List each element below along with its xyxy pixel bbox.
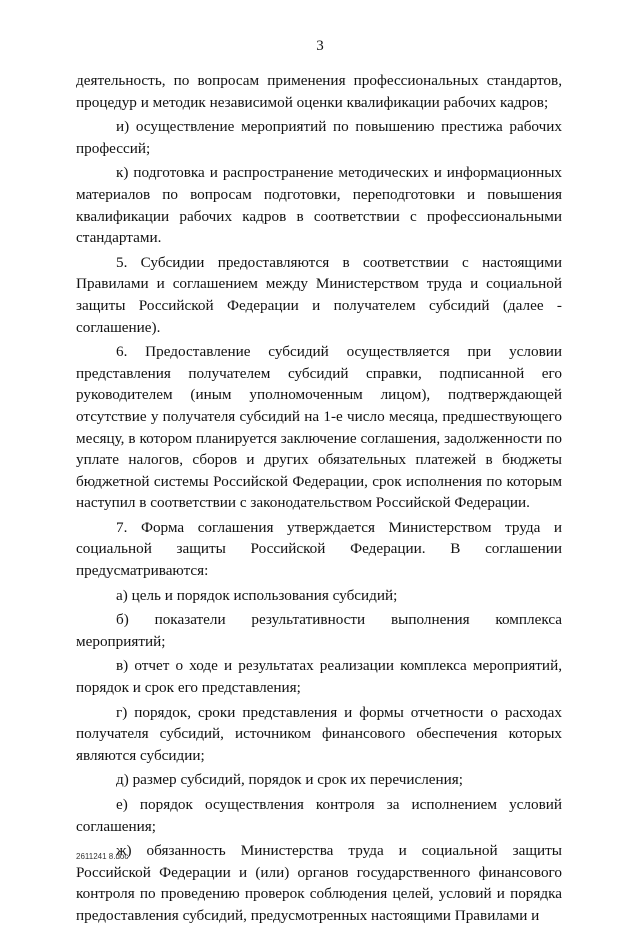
clause-5: 5. Субсидии предоставляются в соответствии с настоящими Правилами и соглашением между Министерством труда и социальной защиты Российской Федерации и получателем субсидий (далее - соглашение). xyxy=(76,253,562,336)
list-item-b: б) показатели результативности выполнения комплекса мероприятий; xyxy=(76,611,562,650)
list-item-g: г) порядок, сроки представления и формы отчетности о расходах получателя субсидий, источником финансового обеспечения которых являются субсидии; xyxy=(76,703,562,764)
list-item-d: д) размер субсидий, порядок и срок их перечисления; xyxy=(116,771,464,789)
page-number: 3 xyxy=(316,38,324,54)
clause-7: 7. Форма соглашения утверждается Министерством труда и социальной защиты Российской Федерации. В соглашении предусматриваются: xyxy=(76,518,562,580)
list-item-v: в) отчет о ходе и результатах реализации комплекса мероприятий, порядок и срок его представления; xyxy=(76,657,562,697)
list-item-zh: ж) обязанность Министерства труда и социальной защиты Российской Федерации и (или) органов государственного финансового контроля по проведению проверок соблюдения целей, условий и порядка предоставления субсидий, предусмотренных настоящими Правилами и xyxy=(76,842,562,924)
file-reference: 2611241 8.doc xyxy=(76,852,129,861)
paragraph-continuation: деятельность, по вопросам применения профессиональных стандартов, процедур и методик независимой оценки квалификации рабочих кадров; xyxy=(76,72,562,111)
list-item-e: е) порядок осуществления контроля за исполнением условий соглашения; xyxy=(76,796,562,835)
list-item-i: и) осуществление мероприятий по повышению престижа рабочих профессий; xyxy=(76,118,562,157)
document-body xyxy=(76,70,562,930)
list-item-k: к) подготовка и распространение методических и информационных материалов по вопросам подготовки, переподготовки и повышения квалификации рабочих кадров в соответствии с профессиональными стандартами. xyxy=(76,164,562,247)
clause-6: 6. Предоставление субсидий осуществляется при условии представления получателем субсидий справки, подписанной его руководителем (иным уполномоченным лицом), подтверждающей отсутствие у получателя субсидий на 1-е число месяца, предшествующего месяцу, в котором планируется заключение соглашения, задолженности по уплате налогов, сборов и других обязательных платежей в бюджеты бюджетной системы Российской Федерации, срок исполнения по которым наступил в соответствии с законодательством Российской Федерации. xyxy=(76,343,562,512)
list-item-a: а) цель и порядок использования субсидий; xyxy=(116,586,398,604)
